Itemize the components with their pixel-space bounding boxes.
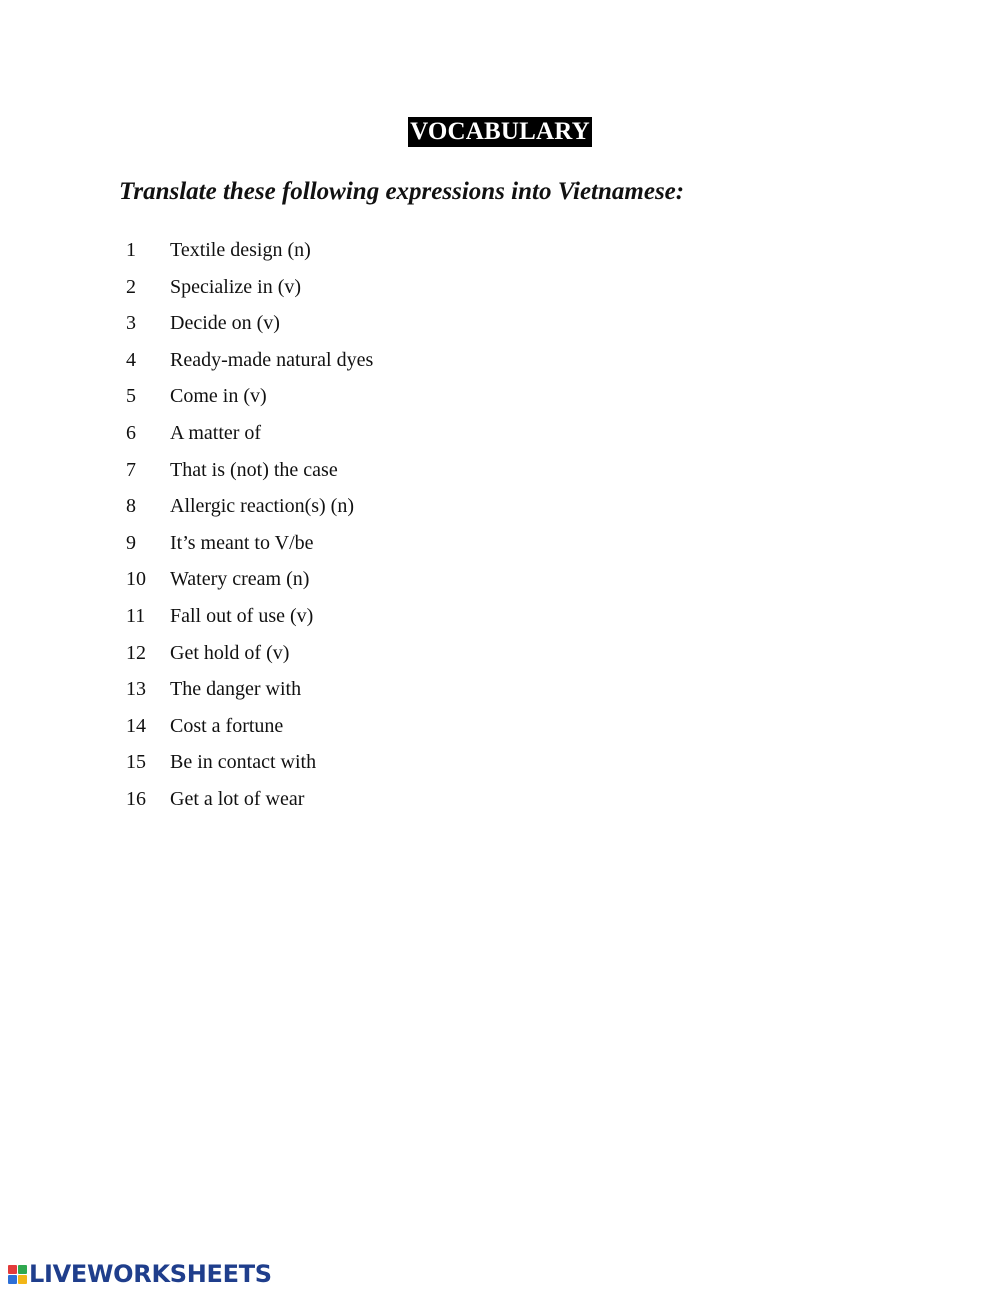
- vocab-item: [126, 602, 373, 639]
- vocab-item-text: Get a lot of wear: [170, 787, 305, 810]
- vocab-item: [126, 785, 373, 822]
- vocab-item-number: 9: [126, 531, 136, 554]
- vocab-item: [126, 492, 373, 529]
- vocab-item: [126, 565, 373, 602]
- vocab-item-text: Ready-made natural dyes: [170, 348, 374, 371]
- vocab-item: [126, 529, 373, 566]
- logo-square-yellow: [18, 1275, 27, 1284]
- vocab-item: [126, 419, 373, 456]
- brand-name: LIVEWORKSHEETS: [29, 1260, 272, 1288]
- vocab-item-text: Specialize in (v): [170, 275, 302, 298]
- vocab-item-number: 4: [126, 348, 136, 371]
- vocab-item-number: 3: [126, 312, 136, 335]
- vocab-item: [126, 712, 373, 749]
- vocab-item-text: That is (not) the case: [170, 458, 338, 481]
- vocab-item: [126, 382, 373, 419]
- vocab-item-text: Decide on (v): [170, 312, 280, 335]
- vocab-item-text: A matter of: [170, 421, 262, 444]
- vocab-item-text: Watery cream (n): [170, 568, 310, 591]
- vocab-item-text: Fall out of use (v): [170, 604, 314, 627]
- vocab-item-number: 8: [126, 495, 136, 518]
- vocab-item-text: The danger with: [170, 678, 302, 701]
- title-wrap: [0, 117, 1000, 147]
- vocab-item-number: 2: [126, 275, 136, 298]
- vocab-item-text: Come in (v): [170, 385, 267, 408]
- logo-square-red: [8, 1265, 17, 1274]
- vocab-item: [126, 748, 373, 785]
- instruction-text: Translate these following expressions into Vietnamese:: [119, 178, 685, 205]
- vocab-item-text: Be in contact with: [170, 751, 317, 774]
- vocab-item-number: 14: [126, 714, 146, 737]
- vocab-item-number: 10: [126, 568, 146, 591]
- vocab-item: [126, 273, 373, 310]
- vocab-item-text: It’s meant to V/be: [170, 531, 314, 554]
- vocab-item-number: 15: [126, 751, 146, 774]
- vocab-item-text: Allergic reaction(s) (n): [170, 495, 354, 518]
- vocab-item: [126, 309, 373, 346]
- footer-logo[interactable]: [8, 1259, 272, 1289]
- vocab-item-number: 11: [126, 604, 146, 627]
- vocab-item: [126, 675, 373, 712]
- logo-square-blue: [8, 1275, 17, 1284]
- vocab-item-text: Cost a fortune: [170, 714, 284, 737]
- vocab-item-number: 16: [126, 787, 146, 810]
- vocab-item: [126, 639, 373, 676]
- vocab-item-text: Get hold of (v): [170, 641, 290, 664]
- vocab-item-number: 6: [126, 421, 136, 444]
- liveworksheets-logo-icon: [8, 1265, 27, 1284]
- vocabulary-list: [126, 236, 373, 822]
- logo-square-green: [18, 1265, 27, 1274]
- vocab-item: [126, 346, 373, 383]
- vocab-item-text: Textile design (n): [170, 239, 311, 261]
- vocab-item-number: 12: [126, 641, 146, 664]
- vocab-item-number: 5: [126, 385, 136, 408]
- worksheet-title: VOCABULARY: [410, 118, 590, 145]
- vocab-item: [126, 456, 373, 493]
- vocab-item-number: 1: [126, 239, 136, 261]
- vocab-item-number: 13: [126, 678, 146, 701]
- vocab-item: [126, 236, 373, 273]
- vocab-item-number: 7: [126, 458, 136, 481]
